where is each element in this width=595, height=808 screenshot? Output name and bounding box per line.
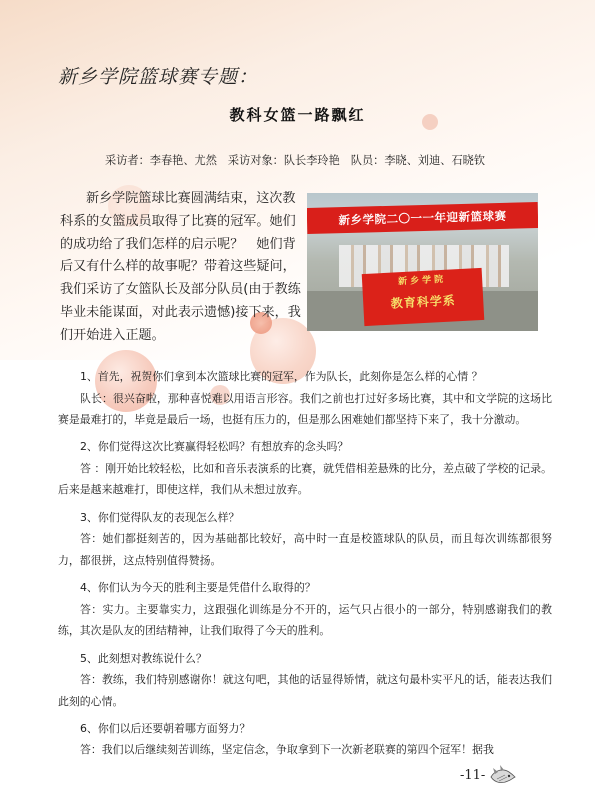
qa-answer: 答：我们以后继续刻苦训练，坚定信念，争取拿到下一次新老联赛的第四个冠军！据我	[80, 743, 494, 757]
qa-question: 5、此刻想对教练说什么？	[80, 651, 207, 665]
team-photo	[307, 193, 538, 331]
qa-answer: 答：教练，我们特别感谢你！就这句吧，其他的话显得矫情，就这句最朴实平凡的话，能表达我们此刻的心情。	[58, 673, 552, 708]
interview-meta	[105, 152, 485, 168]
qa-answer: 答 ：刚开始比较轻松，比如和音乐表演系的比赛，就凭借相差悬殊的比分，差点破了学校的记录。后来是越来越难打，即使这样，我们从未想过放弃。	[58, 461, 552, 497]
section-title: 新乡学院篮球赛专题：	[58, 66, 259, 88]
photo-banner: 新乡学院二〇一一年迎新篮球赛	[307, 202, 538, 234]
flag-line-2: 教育科学系	[390, 293, 457, 311]
qa-question: 6、你们以后还要朝着哪方面努力？	[80, 721, 251, 735]
interview-subject: 采访对象：队长李玲艳	[227, 154, 340, 167]
qa-answer: 队长：很兴奋啦，那种喜悦难以用语言形容。我们之前也打过好多场比赛，其中和文学院的这场比赛是最难打的，毕竟是最后一场，也挺有压力的，但是那么困难她们都坚持下来了，我十分激动。	[58, 391, 552, 426]
qa-question: 2、你们觉得这次比赛赢得轻松吗？有想放弃的念头吗？	[80, 440, 349, 454]
qa-question: 4、你们认为今天的胜利主要是凭借什么取得的？	[80, 581, 316, 595]
qa-answer: 答：实力。主要靠实力，这跟强化训练是分不开的，运气只占很小的一部分，特别感谢我们的教练，其次是队友的团结精神，让我们取得了今天的胜利。	[58, 602, 552, 638]
interviewers: 采访者：李春艳、尤然	[105, 154, 217, 167]
qa-question: 1、首先，祝贺你们拿到本次篮球比赛的冠军，作为队长，此刻你是怎么样的心情 ？	[80, 370, 483, 383]
intro-paragraph: 新乡学院篮球比赛圆满结束，这次教科系的女篮成员取得了比赛的冠军。她们的成功给了我们怎样的启示呢？ 她们背后又有什么样的故事呢？带着这些疑问，我们采访了女篮队长及部分队员(由于教练毕业未能谋面，对此表示遗憾)接下来，我们开始进入正题。	[60, 191, 301, 343]
qa-answer: 答：她们都挺刻苦的，因为基础都比较好，高中时一直是校篮球队的队员，而且每次训练都很努力，都很拼，这点特别值得赞扬。	[58, 532, 552, 567]
interview-qa	[58, 366, 552, 767]
qa-question: 3、你们觉得队友的表现怎么样？	[80, 510, 240, 524]
page-number: -11-	[460, 767, 486, 783]
fish-ornament-icon	[489, 764, 517, 786]
photo-flag	[362, 268, 485, 326]
article-title: 教科女篮一路飘红	[229, 106, 366, 124]
team-members: 队员：李晓、刘迪、石晓钦	[350, 154, 486, 167]
flag-line-1: 新乡学院	[397, 274, 447, 288]
page-footer	[460, 762, 570, 788]
